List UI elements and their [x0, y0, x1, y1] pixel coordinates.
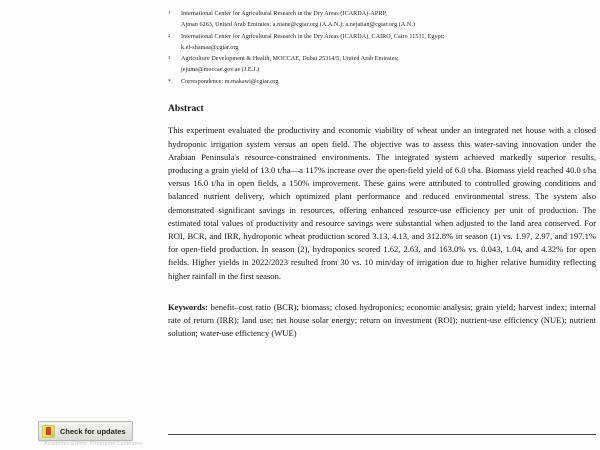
- correspondence-item: [168, 77, 596, 88]
- check-for-updates-label: Check for updates: [60, 426, 126, 436]
- abstract-heading: Abstract: [168, 104, 204, 115]
- academic-editor-note: Academic Editor: Firstname Lastname: [44, 441, 143, 447]
- check-for-updates-button[interactable]: [38, 421, 133, 441]
- affiliation-item: [168, 9, 596, 31]
- affiliation-item: [168, 54, 596, 76]
- affiliation-line: International Center for Agricultural Research in the Dry Areas (ICARDA), CAIRO, Cairo 11511, Egypt;: [181, 33, 445, 40]
- keywords-block: [168, 283, 596, 341]
- crossmark-icon: [42, 425, 55, 438]
- affiliation-text: [181, 32, 596, 54]
- affiliation-marker: 1: [168, 10, 171, 15]
- content-column: [168, 0, 596, 340]
- correspondence-marker: *: [168, 78, 172, 85]
- affiliation-marker: 2: [168, 32, 171, 38]
- correspondence-line: Correspondence: m.makawi@cgiar.org: [181, 78, 279, 85]
- affiliation-line: jejuma@moccae.gov.ae (J.E.J.): [181, 67, 260, 74]
- footer-divider: [168, 434, 596, 435]
- affiliation-text: [181, 9, 596, 31]
- keywords-label: Keywords:: [168, 301, 208, 312]
- affiliations-block: [168, 0, 596, 88]
- affiliation-marker: 3: [168, 55, 171, 61]
- affiliation-line: International Center for Agricultural Research in the Dry Areas (ICARDA)-APRP,: [181, 11, 387, 17]
- affiliation-line: Ajman 6263, United Arab Emirates; a.niane@cgiar.org (A.A.N.); a.nejatian@cgiar.org (A.N.): [181, 22, 416, 29]
- correspondence-text: [181, 77, 596, 88]
- affiliation-line: Agriculture Development & Health, MOCCAE, Dubai 25314/5, United Arab Emirates;: [181, 56, 399, 63]
- affiliation-text: [181, 54, 596, 76]
- affiliation-line: k.el-shamaa@cgiar.org: [181, 44, 239, 51]
- keywords-list: benefit–cost ratio (BCR); biomass; closed hydroponics; economic analysis; grain yield; harvest index; internal rate of return (IRR); land use; net house solar energy; return on investment (ROI); nutrient-use efficiency (NUE); nutrient solution; water-use efficiency (WUE): [168, 301, 596, 339]
- abstract-body: This experiment evaluated the productivity and economic viability of wheat under an integrated net house with a closed hydroponic irrigation system versus an open field. The objective was to assess this water-saving innovation under the Arabian Peninsula's resource-constrained environments. The integrated system achieved markedly superior results, producing a grain yield of 13.0 t/ha—a 117% increase over the open-field yield of 6.0 t/ha. Biomass yield reached 40.0 t/ha versus 16.0 t/ha in open fields, a 150% improvement. These gains were attributed to controlled growing conditions and balanced nutrient delivery, which optimized plant performance and reduced environmental stress. The system also demonstrated significant savings in resources, offering enhanced resource-use efficiency per unit of production. The estimated total values of productivity and resource savings were substantial when adjusted to the land area conserved. For ROI, BCR, and IRR, hydroponic wheat production scored 3.13, 4.13, and 312.8% in season (1) vs. 1.97, 2.97, and 197.1% for open-field production. In season (2), hydroponics scored 1.62, 2.63, and 163.0% vs. 0.043, 1.04, and 4.32% for open fields. Higher yields in 2022/2023 resulted from 30 vs. 10 min/day of irrigation due to higher relative humidity reflecting higher rainfall in the first season.: [168, 125, 596, 281]
- affiliation-item: [168, 32, 596, 54]
